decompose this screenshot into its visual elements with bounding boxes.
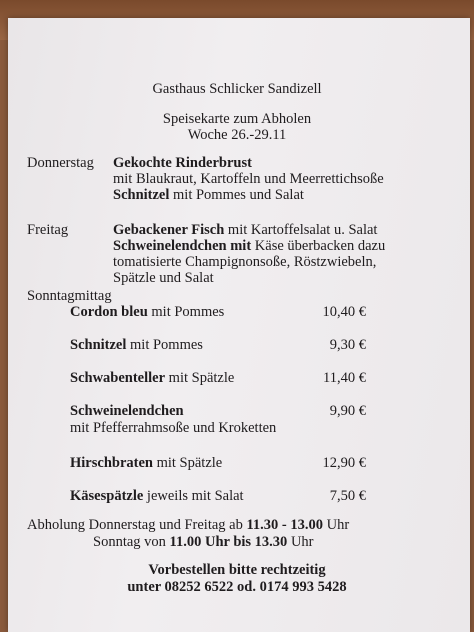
sunday-item-price: 7,50 € — [329, 488, 366, 504]
friday-dish2-name: Schweinelendchen mit — [113, 238, 252, 254]
sunday-item — [70, 370, 234, 387]
sunday-item — [70, 337, 203, 354]
friday-dish1-name: Gebackener Fisch — [113, 222, 225, 238]
menu-subtitle: Speisekarte zum Abholen — [162, 111, 312, 127]
pickup-sunday — [93, 534, 314, 551]
pickup-sunday-suffix: Uhr — [290, 534, 314, 550]
sunday-item — [70, 304, 224, 321]
sunday-item-name: Schweinelendchen — [70, 403, 184, 419]
pickup-weekday-time: 11.30 - 13.00 — [246, 517, 324, 533]
order-notice: Vorbestellen bitte rechtzeitig — [148, 562, 326, 578]
friday-dish2-line2: tomatisierte Champignonsoße, Röstzwiebeln, — [113, 254, 377, 270]
sunday-item-name: Hirschbraten — [70, 455, 153, 471]
sunday-item-price: 10,40 € — [322, 304, 366, 320]
friday-label: Freitag — [27, 222, 69, 238]
friday-dish2-sides: Käse überbacken dazu — [254, 238, 386, 254]
sunday-item-sides: mit Pfefferrahmsoße und Kroketten — [70, 420, 277, 436]
friday-dish2-line3: Spätzle und Salat — [113, 270, 214, 286]
sunday-label: Sonntagmittag — [27, 288, 112, 304]
thursday-dish2 — [113, 187, 304, 204]
friday-dish2 — [113, 238, 385, 255]
sunday-item-price: 9,30 € — [329, 337, 366, 353]
thursday-dish1-name: Gekochte Rinderbrust — [113, 155, 252, 171]
sunday-item-price: 11,40 € — [323, 370, 366, 386]
sunday-item-price: 9,90 € — [329, 403, 366, 419]
sunday-item-name: Cordon bleu — [70, 304, 148, 320]
sunday-item-price: 12,90 € — [322, 455, 366, 471]
thursday-dish1-sides: mit Blaukraut, Kartoffeln und Meerrettichsoße — [113, 171, 384, 187]
sunday-item-sides: mit Spätzle — [168, 370, 235, 386]
restaurant-name: Gasthaus Schlicker Sandizell — [152, 81, 322, 97]
sunday-item-name: Schwabenteller — [70, 370, 166, 386]
menu-week: Woche 26.-29.11 — [187, 127, 287, 143]
sunday-item-sides: jeweils mit Salat — [146, 488, 244, 504]
friday-dish1-sides: mit Kartoffelsalat u. Salat — [227, 222, 378, 238]
pickup-weekday-prefix: Abholung Donnerstag und Freitag ab — [27, 517, 243, 533]
pickup-weekday-suffix: Uhr — [326, 517, 350, 533]
sunday-item-sides: mit Pommes — [151, 304, 225, 320]
thursday-dish2-sides: mit Pommes und Salat — [173, 187, 304, 203]
sunday-item-name: Schnitzel — [70, 337, 127, 353]
order-phone: unter 08252 6522 od. 0174 993 5428 — [127, 579, 347, 595]
pickup-sunday-time: 11.00 Uhr bis 13.30 — [169, 534, 288, 550]
thursday-label: Donnerstag — [27, 155, 94, 171]
sunday-item-sides: mit Spätzle — [156, 455, 223, 471]
friday-dish1 — [113, 222, 377, 239]
pickup-sunday-prefix: Sonntag von — [93, 534, 166, 550]
pickup-weekday — [27, 517, 349, 534]
sunday-item — [70, 488, 244, 505]
thursday-dish2-name: Schnitzel — [113, 187, 170, 203]
sunday-item-name: Käsespätzle — [70, 488, 144, 504]
sunday-item-sides: mit Pommes — [130, 337, 203, 353]
sunday-item — [70, 455, 222, 472]
